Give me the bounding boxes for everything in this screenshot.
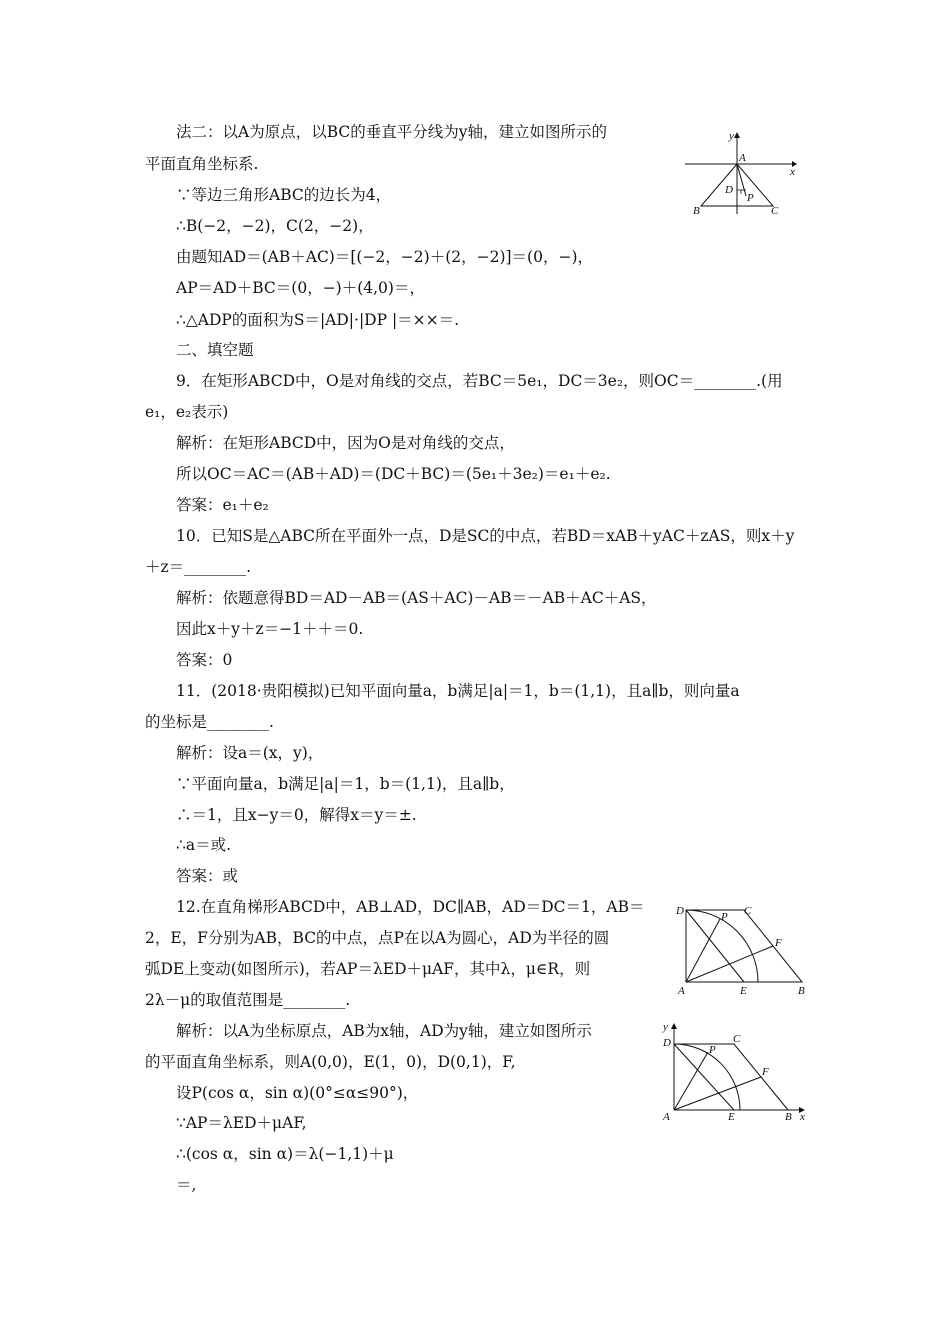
text-line: 由题知AD＝(AB＋AC)＝[(−2，−2)＋(2，−2)]＝(0，−)， <box>176 248 593 266</box>
text-line: ∵等边三角形ABC的边长为4， <box>176 186 392 204</box>
text-line: 11．(2018·贵阳模拟)已知平面向量a，b满足|a|＝1，b＝(1,1)，且a∥b，则向量a <box>176 682 740 700</box>
x-axis-label: x <box>800 1111 805 1122</box>
point-f-label: F <box>762 1066 769 1078</box>
point-b-label: B <box>798 985 805 997</box>
y-axis-label: y <box>729 130 734 142</box>
text-line: 弧DE上变动(如图所示)，若AP＝λED＋μAF，其中λ，μ∈R，则 <box>145 960 591 978</box>
text-line: ＝, <box>176 1176 197 1194</box>
text-line: 的坐标是________. <box>145 713 274 731</box>
point-d-label: D <box>663 1037 671 1049</box>
point-d-label: D <box>725 184 733 196</box>
answer-line: 答案：e₁＋e₂ <box>176 496 269 514</box>
text-line: 解析：依题意得BD＝AD－AB＝(AS＋AC)－AB＝－AB＋AC＋AS， <box>176 589 657 607</box>
text-line: 设P(cos α，sin α)(0°≤α≤90°)， <box>176 1084 419 1102</box>
trapezoid-coordinate-figure <box>654 1020 814 1126</box>
point-e-label: E <box>740 985 747 997</box>
text-line: ＋z＝________. <box>145 558 252 576</box>
point-c-label: C <box>771 205 779 217</box>
point-c-label: C <box>744 905 752 917</box>
text-line: 因此x＋y＋z＝−1＋＋＝0. <box>176 620 364 638</box>
text-line: 解析：在矩形ABCD中，因为O是对角线的交点， <box>176 434 515 452</box>
triangle-figure <box>680 124 800 224</box>
point-p-label: P <box>747 192 754 204</box>
text-line: ∴B(−2，−2)，C(2，−2)， <box>176 217 374 235</box>
text-line: 2λ－μ的取值范围是________. <box>145 991 351 1009</box>
text-line: AP＝AD＋BC＝(0，−)＋(4,0)＝， <box>176 279 425 297</box>
point-a-label: A <box>739 152 746 164</box>
point-f-label: F <box>775 937 782 949</box>
text-line: e₁，e₂表示) <box>145 403 229 421</box>
point-p-label: P <box>709 1044 716 1056</box>
text-line: 解析：以A为坐标原点，AB为x轴，AD为y轴，建立如图所示 <box>176 1022 592 1040</box>
answer-line: 答案：或 <box>176 867 239 885</box>
point-b-label: B <box>693 205 700 217</box>
answer-line: 答案：0 <box>176 651 233 669</box>
point-e-label: E <box>728 1111 735 1122</box>
text-line: 12.在直角梯形ABCD中，AB⊥AD，DC∥AB，AD＝DC＝1，AB＝ <box>176 898 645 916</box>
point-a-label: A <box>678 985 685 997</box>
section-heading: 二、填空题 <box>176 341 254 359</box>
text-line: 平面直角坐标系. <box>145 155 259 173</box>
text-line: 10．已知S是△ABC所在平面外一点，D是SC的中点，若BD＝xAB＋yAC＋zAS，则x＋y <box>176 527 795 545</box>
point-p-label: P <box>721 911 728 923</box>
y-axis-label: y <box>663 1021 668 1033</box>
text-line: ∴△ADP的面积为S＝|AD|·|DP |＝××＝. <box>176 311 460 329</box>
point-c-label: C <box>733 1033 741 1045</box>
x-axis-label: x <box>790 166 795 178</box>
text-line: ∵平面向量a，b满足|a|＝1，b＝(1,1)，且a∥b， <box>176 775 515 793</box>
text-line: ∵AP＝λED＋μAF, <box>176 1114 307 1132</box>
point-a-label: A <box>663 1111 670 1122</box>
text-line: 的平面直角坐标系，则A(0,0)，E(1，0)，D(0,1)，F, <box>145 1053 516 1071</box>
text-line: 所以OC＝AC＝(AB＋AD)＝(DC＋BC)＝(5e₁＋3e₂)＝e₁＋e₂. <box>176 465 611 483</box>
text-line: 法二：以A为原点，以BC的垂直平分线为y轴，建立如图所示的 <box>176 123 607 141</box>
text-line: 2，E，F分别为AB，BC的中点，点P在以A为圆心，AD为半径的圆 <box>145 929 610 947</box>
trapezoid-figure <box>672 900 812 1002</box>
text-line: ∴(cos α，sin α)＝λ(−1,1)＋μ <box>176 1145 394 1163</box>
text-line: ∴a＝或. <box>176 836 232 854</box>
point-d-label: D <box>676 905 684 917</box>
text-line: 解析：设a＝(x，y)， <box>176 744 324 762</box>
point-b-label: B <box>785 1111 792 1122</box>
text-line: 9．在矩形ABCD中，O是对角线的交点，若BC＝5e₁，DC＝3e₂，则OC＝________.(用 <box>176 372 783 390</box>
text-line: ∴＝1，且x−y＝0，解得x＝y＝±. <box>176 806 417 824</box>
